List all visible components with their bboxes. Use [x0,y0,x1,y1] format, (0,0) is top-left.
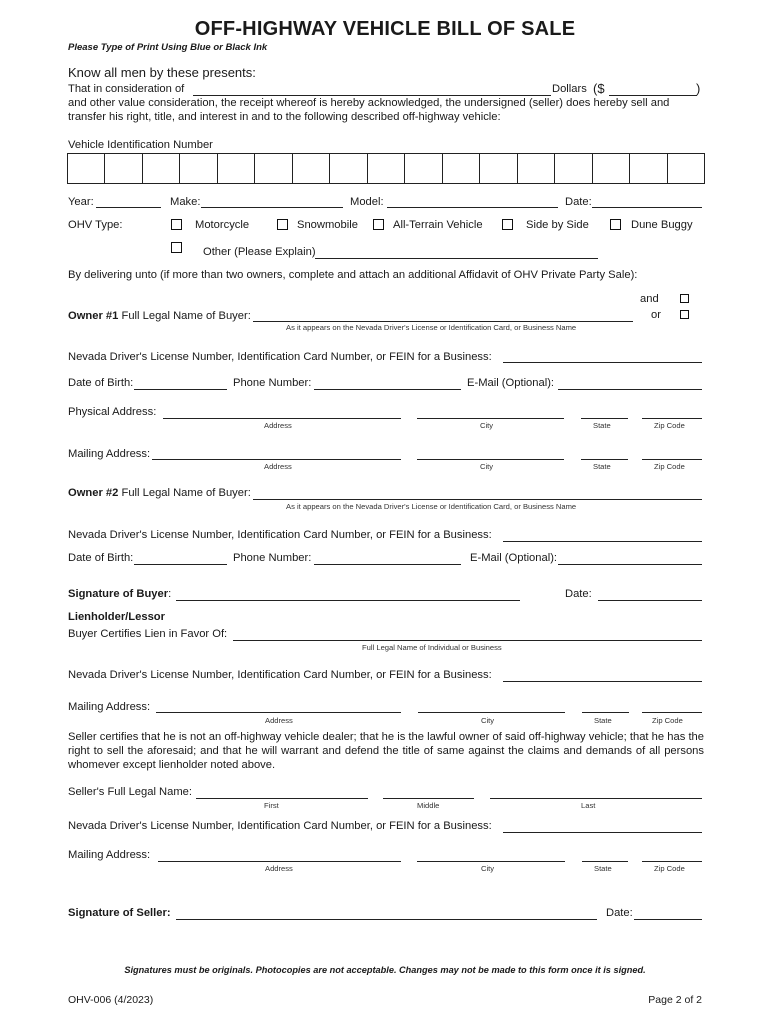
or-label: or [651,309,661,321]
caption-middle: Middle [417,801,440,810]
owner2-name-caption: As it appears on the Nevada Driver's License or Identification Card, or Business Name [286,502,577,511]
and-label: and [640,293,659,305]
ink-instruction: Please Type of Print Using Blue or Black Ink [68,42,268,53]
owner1-physical-zip-field[interactable] [642,418,702,419]
vin-cell[interactable] [368,154,405,183]
caption-zip: Zip Code [654,864,685,873]
caption-address: Address [265,716,293,725]
owner2-email-label: E-Mail (Optional): [470,552,558,564]
vin-cell[interactable] [143,154,180,183]
caption-zip: Zip Code [654,462,685,471]
lien-license-label: Nevada Driver's License Number, Identification Card Number, or FEIN for a Business: [68,669,492,681]
owner1-physical-label: Physical Address: [68,406,157,418]
caption-city: City [481,716,495,725]
vin-cell[interactable] [480,154,517,183]
lien-mailing-city-field[interactable] [418,712,565,713]
option-snowmobile: Snowmobile [297,219,358,231]
checkbox-snowmobile[interactable] [277,219,288,230]
owner2-email-field[interactable] [558,564,702,565]
checkbox-side-by-side[interactable] [502,219,513,230]
vin-cell[interactable] [405,154,442,183]
vehicle-date-label: Date: [565,196,592,208]
owner1-phone-label: Phone Number: [233,377,312,389]
lien-certifies-label: Buyer Certifies Lien in Favor Of: [68,628,228,640]
caption-state: State [594,864,612,873]
seller-certification: Seller certifies that he is not an off-highway vehicle dealer; that he is the lawful owner of said off-highway vehicle; that he has the right to sell the aforesaid; and that he will warrant and defend the title of same against the claims and demands of all persons whomever except lienholder noted above. [68,731,704,771]
seller-signature-field[interactable] [176,919,597,920]
dollars-label: Dollars [552,83,587,95]
caption-first: First [264,801,279,810]
vin-cell[interactable] [330,154,367,183]
seller-first-name-field[interactable] [196,798,368,799]
buyer-signature-colon: : [168,588,172,600]
checkbox-motorcycle[interactable] [171,219,182,230]
page-number: Page 2 of 2 [648,994,702,1006]
buyer-signature-bold: Signature of Buyer [68,588,169,600]
consideration-label: That in consideration of [68,83,185,95]
owner1-phone-field[interactable] [314,389,461,390]
vin-grid[interactable] [67,153,705,184]
seller-mailing-zip-field[interactable] [642,861,702,862]
make-label: Make: [170,196,201,208]
vin-cell[interactable] [555,154,592,183]
owner1-bold: Owner #1 [68,310,119,322]
ohv-type-label: OHV Type: [68,219,123,231]
lienholder-heading: Lienholder/Lessor [68,611,165,623]
lien-mailing-zip-field[interactable] [642,712,702,713]
vin-cell[interactable] [593,154,630,183]
intro-paragraph: and other value consideration, the receipt whereof is hereby acknowledged, the undersigned (seller) does hereby sell and transfer his right, title, and interest in and to the following described off-highway vehicle: [68,97,670,123]
lien-name-field[interactable] [233,640,702,641]
caption-zip: Zip Code [654,421,685,430]
model-label: Model: [350,196,384,208]
vin-cell[interactable] [293,154,330,183]
checkbox-other[interactable] [171,242,182,253]
buyer-signature-field[interactable] [176,600,520,601]
vin-cell[interactable] [218,154,255,183]
owner1-dob-field[interactable] [134,389,227,390]
seller-mailing-address-field[interactable] [158,861,401,862]
owner1-license-field[interactable] [503,362,702,363]
seller-middle-name-field[interactable] [383,798,474,799]
owner1-physical-city-field[interactable] [417,418,564,419]
caption-city: City [480,421,494,430]
checkbox-and[interactable] [680,294,689,303]
owner1-license-label: Nevada Driver's License Number, Identification Card Number, or FEIN for a Business: [68,351,492,363]
buyer-signature-label [68,588,171,600]
seller-last-name-field[interactable] [490,798,702,799]
vin-cell[interactable] [180,154,217,183]
owner2-label-text: Full Legal Name of Buyer: [121,487,251,499]
owner2-name-field[interactable] [253,499,702,500]
lien-mailing-label: Mailing Address: [68,701,151,713]
delivering-text: By delivering unto (if more than two owners, complete and attach an additional Affidavit of OHV Private Party Sale): [68,269,638,281]
seller-mailing-label: Mailing Address: [68,849,151,861]
year-label: Year: [68,196,94,208]
caption-address: Address [264,421,292,430]
lien-mailing-state-field[interactable] [582,712,629,713]
owner1-mailing-address-field[interactable] [152,459,401,460]
owner2-phone-field[interactable] [314,564,461,565]
option-side-by-side: Side by Side [526,219,589,231]
owner2-bold: Owner #2 [68,487,119,499]
owner2-dob-field[interactable] [134,564,227,565]
option-other: Other (Please Explain) [203,246,316,258]
owner1-email-field[interactable] [558,389,702,390]
caption-address: Address [264,462,292,471]
caption-city: City [481,864,495,873]
other-explain-field[interactable] [315,258,598,259]
vin-label: Vehicle Identification Number [68,139,213,151]
seller-license-field[interactable] [503,832,702,833]
vin-cell[interactable] [630,154,667,183]
owner1-label-text: Full Legal Name of Buyer: [121,310,251,322]
lien-license-field[interactable] [503,681,702,682]
signature-notice: Signatures must be originals. Photocopies are not acceptable. Changes may not be made to this form once it is signed. [124,965,646,975]
caption-address: Address [265,864,293,873]
intro-heading: Know all men by these presents: [68,65,256,80]
option-dune-buggy: Dune Buggy [631,219,693,231]
vin-cell[interactable] [668,154,704,183]
caption-zip: Zip Code [652,716,683,725]
vin-cell[interactable] [68,154,105,183]
owner1-name-field[interactable] [253,321,633,322]
owner2-license-label: Nevada Driver's License Number, Identification Card Number, or FEIN for a Business: [68,529,492,541]
vin-cell[interactable] [105,154,142,183]
vin-cell[interactable] [443,154,480,183]
owner1-mailing-state-field[interactable] [581,459,628,460]
model-field[interactable] [387,207,558,208]
seller-name-label: Seller's Full Legal Name: [68,786,193,798]
caption-last: Last [581,801,596,810]
caption-state: State [593,421,611,430]
checkbox-dune-buggy[interactable] [610,219,621,230]
make-field[interactable] [201,207,343,208]
seller-license-label: Nevada Driver's License Number, Identification Card Number, or FEIN for a Business: [68,820,492,832]
vehicle-date-field[interactable] [592,207,702,208]
seller-signature-label: Signature of Seller: [68,907,171,919]
caption-city: City [480,462,494,471]
owner1-name-label [68,310,251,322]
checkbox-or[interactable] [680,310,689,319]
buyer-signature-date-field[interactable] [598,600,702,601]
owner1-email-label: E-Mail (Optional): [467,377,555,389]
vin-cell[interactable] [518,154,555,183]
owner1-mailing-city-field[interactable] [417,459,564,460]
form-number: OHV-006 (4/2023) [68,994,154,1006]
owner2-dob-label: Date of Birth: [68,552,134,564]
option-motorcycle: Motorcycle [195,219,250,231]
checkbox-atv[interactable] [373,219,384,230]
seller-signature-date-label: Date: [606,907,633,919]
owner2-license-field[interactable] [503,541,702,542]
owner1-mailing-zip-field[interactable] [642,459,702,460]
year-field[interactable] [96,207,161,208]
caption-state: State [594,716,612,725]
owner2-phone-label: Phone Number: [233,552,312,564]
seller-mailing-state-field[interactable] [582,861,628,862]
owner1-dob-label: Date of Birth: [68,377,134,389]
dollar-open: ($ [593,81,605,96]
owner1-name-caption: As it appears on the Nevada Driver's License or Identification Card, or Business Name [286,323,577,332]
option-atv: All-Terrain Vehicle [393,219,483,231]
dollar-close: ) [696,81,701,96]
owner1-physical-state-field[interactable] [581,418,628,419]
vin-cell[interactable] [255,154,292,183]
seller-signature-date-field[interactable] [634,919,702,920]
caption-state: State [593,462,611,471]
form-title: OFF-HIGHWAY VEHICLE BILL OF SALE [194,18,576,40]
buyer-signature-date-label: Date: [565,588,592,600]
owner1-physical-address-field[interactable] [163,418,401,419]
owner1-mailing-label: Mailing Address: [68,448,151,460]
lien-name-caption: Full Legal Name of Individual or Business [362,643,502,652]
owner2-name-label [68,487,251,499]
seller-mailing-city-field[interactable] [417,861,565,862]
lien-mailing-address-field[interactable] [156,712,401,713]
